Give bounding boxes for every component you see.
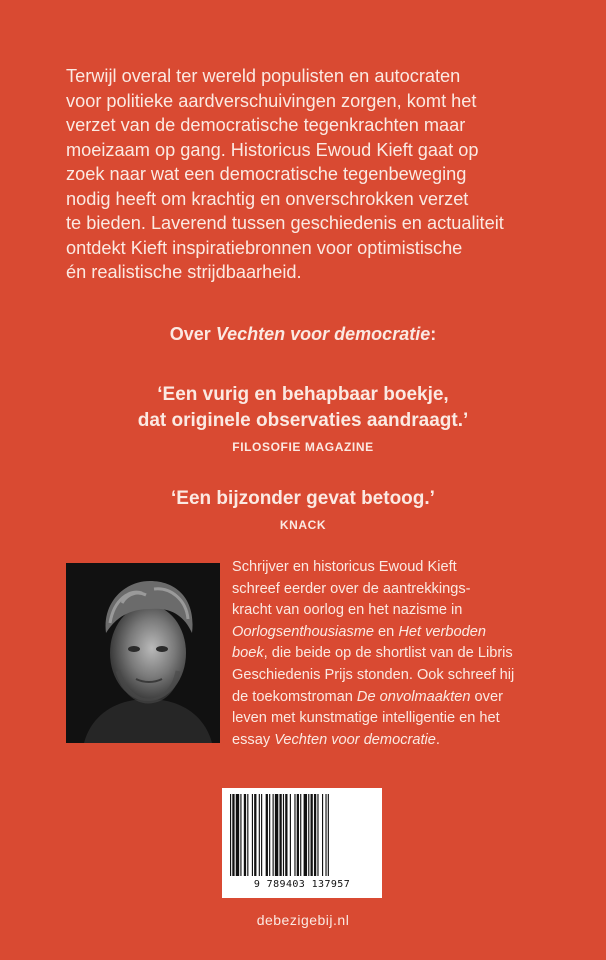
review-quote-line: ‘Een bijzonder gevat betoog.’ [171,488,435,509]
bio-book-title: De onvolmaakten [356,688,471,705]
reviews-heading [0,324,606,345]
author-portrait-icon [66,563,220,743]
bio-book-title: boek [232,645,264,662]
bio-text: de toekomstroman [232,688,357,705]
bio-line [232,643,562,665]
blurb-line: moeizaam op gang. Historicus Ewoud Kieft gaat op [66,139,479,160]
author-bio [232,557,562,751]
blurb-line: ontdekt Kieft inspiratiebronnen voor optimistische [66,237,463,258]
bio-text: . [435,731,440,748]
reviews-heading-title: Vechten voor democratie [215,324,431,344]
publisher-website: debezigebij.nl [256,912,350,928]
reviews-heading-prefix: Over [169,324,216,344]
review-quote-2 [0,486,606,512]
reviews-heading-suffix: : [430,324,437,344]
bio-line: Geschiedenis Prijs stonden. Ook schreef hij [232,666,515,683]
bio-line [232,622,562,644]
bio-text: , die beide op de shortlist van de Libris [263,645,513,662]
bio-book-title: Het verboden [398,623,486,640]
blurb-line: te bieden. Laverend tussen geschiedenis en actualiteit [66,213,504,233]
bio-text: essay [232,731,275,748]
isbn-number: 9 789403 137957 [253,879,351,890]
bio-line: leven met kunstmatige intelligentie en het [232,710,500,727]
bio-text: over [470,688,503,705]
review-quote-1 [0,382,606,434]
review-quote-line: dat originele observaties aandraagt.’ [137,410,469,431]
review-source-1: FILOSOFIE MAGAZINE [232,440,374,454]
blurb-line: én realistische strijdbaarheid. [66,262,302,282]
bio-line [232,687,562,709]
blurb-line: Terwijl overal ter wereld populisten en autocraten [66,66,461,86]
bio-text: en [373,623,399,640]
blurb-line: verzet van de democratische tegenkrachten maar [66,115,466,135]
isbn-barcode [222,788,382,898]
bio-book-title: Oorlogsenthousiasme [232,623,374,640]
blurb-text [66,64,556,285]
bio-book-title: Vechten voor democratie [274,731,436,748]
bio-line: kracht van oorlog en het nazisme in [232,602,463,619]
author-photo [66,563,220,743]
blurb-line: nodig heeft om krachtig en onverschrokken verzet [66,188,469,209]
blurb-line: zoek naar wat een democratische tegenbeweging [66,164,467,184]
blurb-line: voor politieke aardverschuivingen zorgen, komt het [66,90,477,111]
bio-line [232,730,562,752]
review-source-2: KNACK [279,518,327,532]
bio-line: schreef eerder over de aantrekkings- [232,580,471,597]
review-quote-line: ‘Een vurig en behapbaar boekje, [157,384,449,405]
barcode-icon [228,794,376,876]
bio-line: Schrijver en historicus Ewoud Kieft [232,559,457,575]
